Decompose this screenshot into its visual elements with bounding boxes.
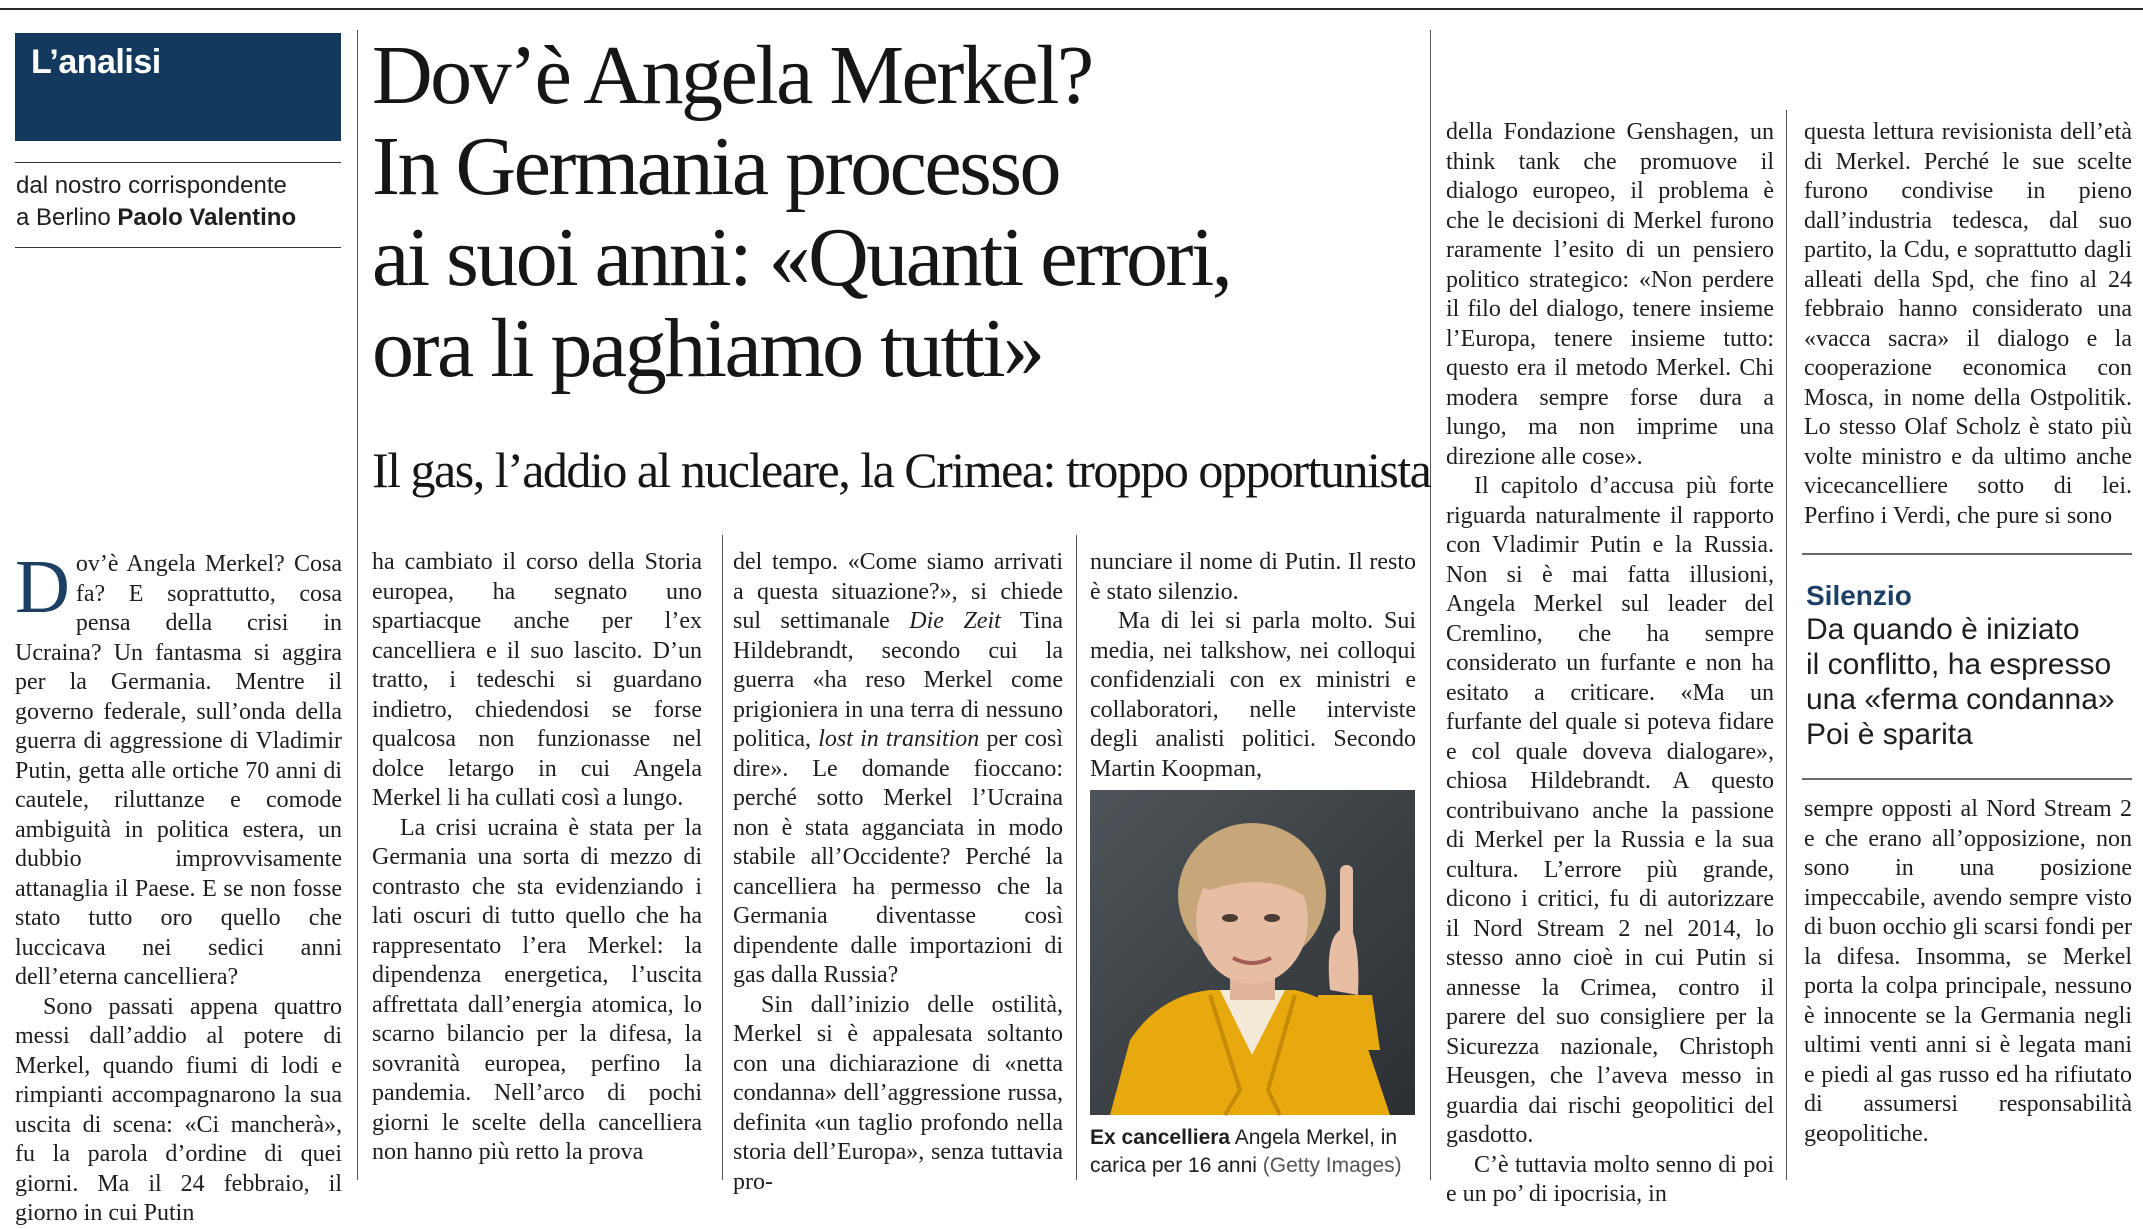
dropcap: D bbox=[15, 545, 70, 629]
column-rule bbox=[1786, 110, 1787, 1180]
section-tag-label: L’analisi bbox=[31, 43, 161, 81]
article-column-6-top bbox=[1804, 118, 2132, 528]
byline-top-rule bbox=[15, 162, 341, 163]
paragraph: Sin dall’inizio delle ostilità, Merkel si è appalesata soltanto con una dichiarazione di «netta condanna» dell’aggressione russa, definita «un taglio profondo nella storia dell’Europa», senza tuttavia pro- bbox=[733, 991, 1063, 1195]
caption-text: Angela Merkel, in carica per 16 anni bbox=[1090, 1126, 1398, 1177]
headline-line: In Germania processo bbox=[372, 120, 1060, 213]
publication-name: Die Zeit bbox=[909, 608, 1001, 634]
byline-bottom-rule bbox=[15, 247, 341, 248]
article-column-3 bbox=[733, 548, 1064, 1195]
paragraph-text: ov’è Angela Merkel? Cosa fa? E soprattutto, cosa pensa della crisi in Ucraina? Un fantasma si aggira per la Germania. Mentre il governo federale, sull’onda della guerra di aggressione di Vladimir Putin, getta alle ortiche 70 anni di cautele, riluttanze e comode ambiguità in politica estera, un dubbio improvvisamente attanaglia il Paese. E se non fosse stato tutto oro quello che luccicava nei sedici anni dell’eterna cancelliera? bbox=[15, 551, 342, 990]
article-column-2 bbox=[372, 548, 702, 1188]
byline bbox=[16, 170, 346, 234]
pullquote-text bbox=[1806, 612, 2136, 752]
column-rule bbox=[1076, 535, 1077, 1180]
article-column-4 bbox=[1090, 548, 1416, 782]
byline-location: a Berlino bbox=[16, 204, 111, 231]
paragraph: Il capitolo d’accusa più forte riguarda naturalmente il rapporto con Vladimir Putin e la Russia. Non si è mai fatta illusioni, Angela Merkel sul leader del Cremlino, che ha sempre considerato un furfante e non ha esitato a criticare. «Ma un furfante del quale si poteva fidare e col quale doveva dialogare», chiosa Hildebrandt. A questo contribuivano anche la passione di Merkel per la Russia e la sua cultura. L’errore più grande, dicono i critici, fu di autorizzare il Nord Stream 2 nel 2014, lo stesso anno cioè in cui Putin si annesse la Crimea, contro il parere del suo consigliere per la Sicurezza nazionale, Christoph Heusgen, che l’aveva messo in guardia dai rischi geopolitici del gasdotto. bbox=[1446, 473, 1774, 1148]
photo-caption bbox=[1090, 1124, 1420, 1180]
paragraph: Ma di lei si parla molto. Sui media, nei talkshow, nei colloqui confidenziali con ex ministri e collaboratori, nelle interviste degli analisti politici. Secondo Martin Koopman, bbox=[1090, 608, 1416, 782]
pullquote-bottom-rule bbox=[1802, 778, 2132, 780]
article-column-1 bbox=[15, 545, 342, 1226]
paragraph: della Fondazione Genshagen, un think tank che promuove il dialogo europeo, il problema è che le decisioni di Merkel furono raramente l’esito di un pensiero politico strategico: «Non perdere il filo del dialogo, tenere insieme l’Europa, tenere insieme tutto: questo era il metodo Merkel. Chi modera sempre forse dura a lungo, ma non imprime una direzione alle cose». bbox=[1446, 119, 1774, 470]
column-rule bbox=[357, 30, 358, 1180]
photo-credit: (Getty Images) bbox=[1262, 1154, 1402, 1177]
pullquote-line: il conflitto, ha espresso bbox=[1806, 648, 2112, 681]
article-column-5 bbox=[1446, 118, 1774, 1207]
portrait-illustration bbox=[1090, 790, 1415, 1115]
paragraph: C’è tuttavia molto senno di poi e un po’ di ipocrisia, in bbox=[1446, 1151, 1774, 1207]
article-column-6-bottom bbox=[1804, 795, 2132, 1195]
paragraph: nunciare il nome di Putin. Il resto è stato silenzio. bbox=[1090, 549, 1416, 605]
caption-lead: Ex cancelliera bbox=[1090, 1126, 1231, 1149]
paragraph-text: per così dire». Le domande fioccano: perché sotto Merkel l’Ucraina non è stata agganciata in modo stabile all’Occidente? Perché la cancelliera ha permesso che la Germania diventasse così dipendente dalle importazioni di gas dalla Russia? bbox=[733, 726, 1064, 988]
paragraph bbox=[733, 548, 1063, 991]
paragraph: sempre opposti al Nord Stream 2 e che erano all’opposizione, non sono in una posizione impeccabile, avendo sempre visto di buon occhio gli scarsi fondi per la difesa. Insomma, se Merkel porta la colpa principale, nessuno è innocente se la Germania negli ultimi venti anni si è legata mani e piedi al gas russo ed ha rifiutato di assumersi responsabilità geopolitiche. bbox=[1804, 796, 2132, 1147]
pullquote-title: Silenzio bbox=[1806, 580, 1912, 611]
headline-line: Dov’è Angela Merkel? bbox=[372, 29, 1092, 122]
pullquote-line: Poi è sparita bbox=[1806, 718, 1973, 751]
byline-line1: dal nostro corrispondente bbox=[16, 172, 287, 199]
merkel-photo bbox=[1090, 790, 1415, 1115]
paragraph: La crisi ucraina è stata per la Germania una sorta di mezzo di contrasto che sta evidenziando i lati oscuri di tutto quello che ha rappresentato l’era Merkel: la dipendenza energetica, l’uscita affrettata dall’energia atomica, lo scarno bilancio per la difesa, la sovranità europea, perfino la pandemia. Nell’arco di pochi giorni le scelte della cancelliera non hanno più retto la prova bbox=[372, 814, 702, 1165]
quoted-phrase: lost in transition bbox=[818, 726, 980, 752]
subheadline: Il gas, l’addio al nucleare, la Crimea: troppo opportunista bbox=[372, 442, 1431, 498]
pullquote-line: Da quando è iniziato bbox=[1806, 613, 2080, 646]
paragraph-text: del tempo. «Come siamo arrivati a questa situazione?», si chiede sul settimanale bbox=[733, 549, 1063, 634]
top-rule bbox=[0, 8, 2143, 10]
headline-line: ora li paghiamo tutti» bbox=[372, 302, 1043, 395]
paragraph bbox=[15, 545, 342, 993]
paragraph: Sono passati appena quattro messi dall’addio al potere di Merkel, quando fiumi di lodi e rimpianti accompagnarono la sua uscita di scena: «Ci mancherà», fu la parola d’ordine di quei giorni. Ma il 24 febbraio, il giorno in cui Putin bbox=[15, 993, 342, 1226]
pullquote-top-rule bbox=[1802, 553, 2132, 555]
column-rule bbox=[722, 535, 723, 1180]
section-tag bbox=[15, 33, 341, 141]
headline-line: ai suoi anni: «Quanti errori, bbox=[372, 211, 1231, 304]
pullquote-line: una «ferma condanna» bbox=[1806, 683, 2115, 716]
byline-author: Paolo Valentino bbox=[117, 204, 297, 231]
paragraph: ha cambiato il corso della Storia europea, ha segnato uno spartiacque anche per l’ex cancelliera e il suo lascito. D’un tratto, i tedeschi si guardano indietro, chiedendosi se forse qualcosa non funzionasse nel dolce letargo in cui Angela Merkel li ha cullati così a lungo. bbox=[372, 549, 702, 811]
headline bbox=[372, 30, 1432, 394]
paragraph: questa lettura revisionista dell’età di Merkel. Perché le sue scelte furono condivise in pieno dall’industria tedesca, dal suo partito, la Cdu, e soprattutto dagli alleati della Spd, che fino al 24 febbraio hanno considerato una «vacca sacra» il dialogo e la cooperazione economica con Mosca, in nome della Ostpolitik. Lo stesso Olaf Scholz è stato più volte ministro e da ultimo anche vicecancelliere sotto di lei. Perfino i Verdi, che pure si sono bbox=[1804, 119, 2132, 529]
paragraph-text: Tina Hildebrandt, secondo cui la guerra «ha reso Merkel come prigioniera in una terra di nessuno politica, bbox=[733, 608, 1063, 752]
byline-line2 bbox=[16, 202, 346, 234]
